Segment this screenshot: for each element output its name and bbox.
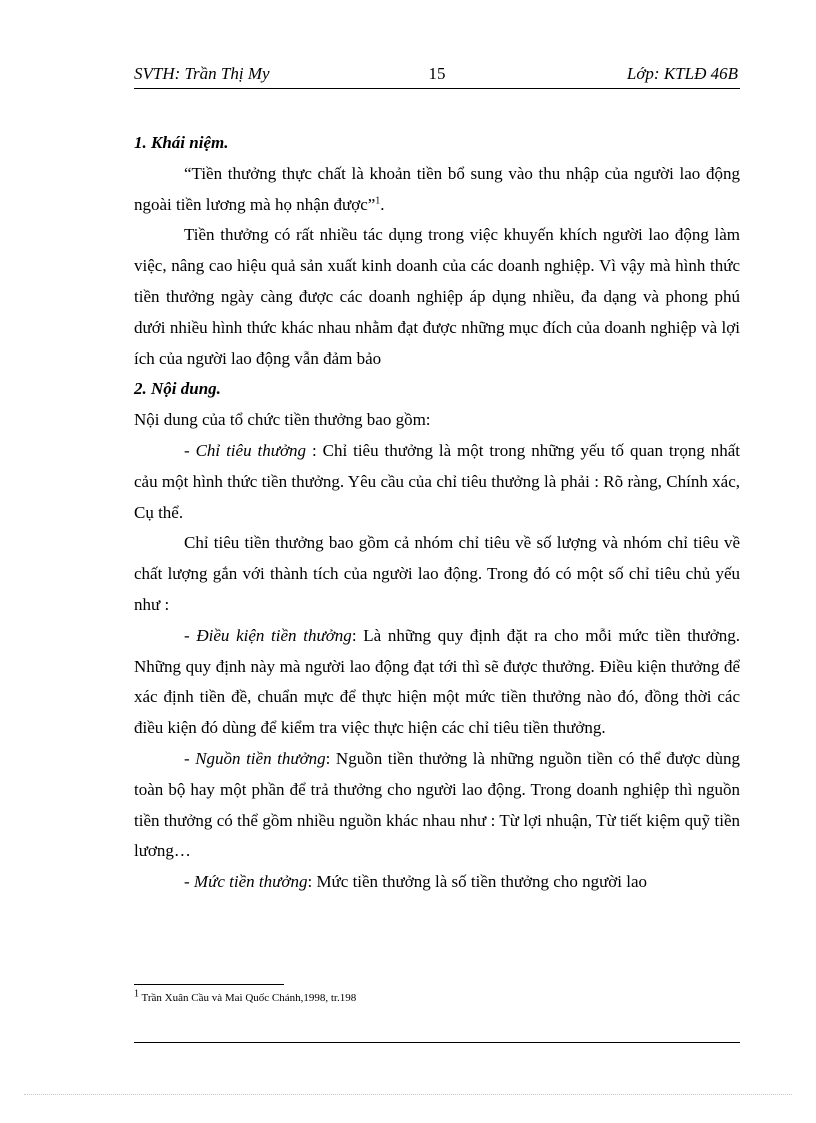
footnote-ref[interactable]: 1	[375, 194, 381, 206]
item-bonus-level	[134, 867, 740, 898]
term-label: Nguồn tiền thưởng	[195, 748, 326, 768]
term-label: Mức tiền thưởng	[193, 872, 308, 892]
page-boundary	[24, 1094, 792, 1095]
page-header	[134, 64, 740, 89]
footnote-number: 1	[134, 988, 139, 1000]
paragraph-bonus-effects: Tiền thưởng có rất nhiều tác dụng trong việc khuyến khích người lao động làm việc, nâng cao hiệu quả sản xuất kinh doanh của các doanh nghiệp. Vì vậy mà hình thức tiền thưởng ngày càng được các doanh nghiệp áp dụng nhiều, đa dạng và phong phú dưới nhiều hình thức khác nhau nhằm đạt được những mục đích của doanh nghiệp và lợi ích của người lao động vẫn đảm bảo	[134, 225, 740, 368]
quote-paragraph	[134, 159, 740, 221]
document-body	[134, 128, 740, 898]
footer-rule	[134, 1042, 740, 1043]
item-bonus-criteria	[134, 436, 740, 528]
section-1-title: 1. Khái niệm.	[134, 133, 229, 152]
item-text: : Là những quy định đặt ra cho mỗi mức tiền thưởng. Những quy định này mà người lao động đạt tới thì sẽ được thưởng. Điều kiện thưởng để xác định tiền đề, chuẩn mực để thực hiện một mức tiền thưởng nào đó, đồng thời các điều kiện đó dùng để kiểm tra việc thực hiện các chỉ tiêu tiền thưởng.	[134, 625, 740, 738]
item-bonus-sources	[134, 744, 740, 867]
item-dash: -	[184, 748, 196, 768]
term-label: Điều kiện tiền thưởng	[196, 625, 352, 645]
item-bonus-conditions	[134, 621, 740, 744]
item-text: Chỉ tiêu tiền thưởng bao gồm cả nhóm chỉ tiêu về số lượng và nhóm chỉ tiêu về chất lượng gắn với thành tích của người lao động. Trong đó có một số chỉ tiêu chủ yếu như :	[134, 533, 740, 614]
item-text: : Chỉ tiêu thưởng là một trong những yếu tố quan trọng nhất cảu một hình thức tiền thưởng. Yêu cầu của chỉ tiêu thưởng là phải : Rõ ràng, Chính xác, Cụ thể.	[134, 440, 741, 522]
quote-end: .	[380, 194, 385, 214]
footnote	[134, 988, 357, 1004]
page-number: 15	[428, 64, 446, 83]
term-label: Chỉ tiêu thưởng	[195, 440, 307, 460]
footnote-separator	[134, 984, 284, 985]
footnote-text: Trần Xuân Cầu và Mai Quốc Chánh,1998, tr.198	[139, 992, 357, 1004]
item-text: : Nguồn tiền thưởng là những nguồn tiền có thể được dùng toàn bộ hay một phần để trả thưởng cho người lao động. Trong doanh nghiệp thì nguồn tiền thưởng có thể gồm nhiều nguồn khác nhau như : Từ lợi nhuận, Từ tiết kiệm quỹ tiền lương…	[134, 748, 740, 861]
section-2-title: 2. Nội dung.	[134, 379, 221, 399]
item-dash: -	[184, 625, 197, 645]
quote-text: “Tiền thưởng thực chất là khoản tiền bổ sung vào thu nhập của người lao động ngoài tiền lương mà họ nhận được”	[134, 163, 740, 214]
item-dash: -	[184, 440, 196, 460]
header-student-name: SVTH: Trần Thị My	[134, 64, 270, 83]
item-dash: -	[184, 872, 194, 892]
section-2-intro: Nội dung của tổ chức tiền thưởng bao gồm:	[134, 410, 431, 430]
item-text: : Mức tiền thưởng là số tiền thưởng cho người lao	[307, 872, 648, 892]
header-class: Lớp: KTLĐ 46B	[626, 64, 738, 83]
item-criteria-groups	[134, 528, 740, 620]
